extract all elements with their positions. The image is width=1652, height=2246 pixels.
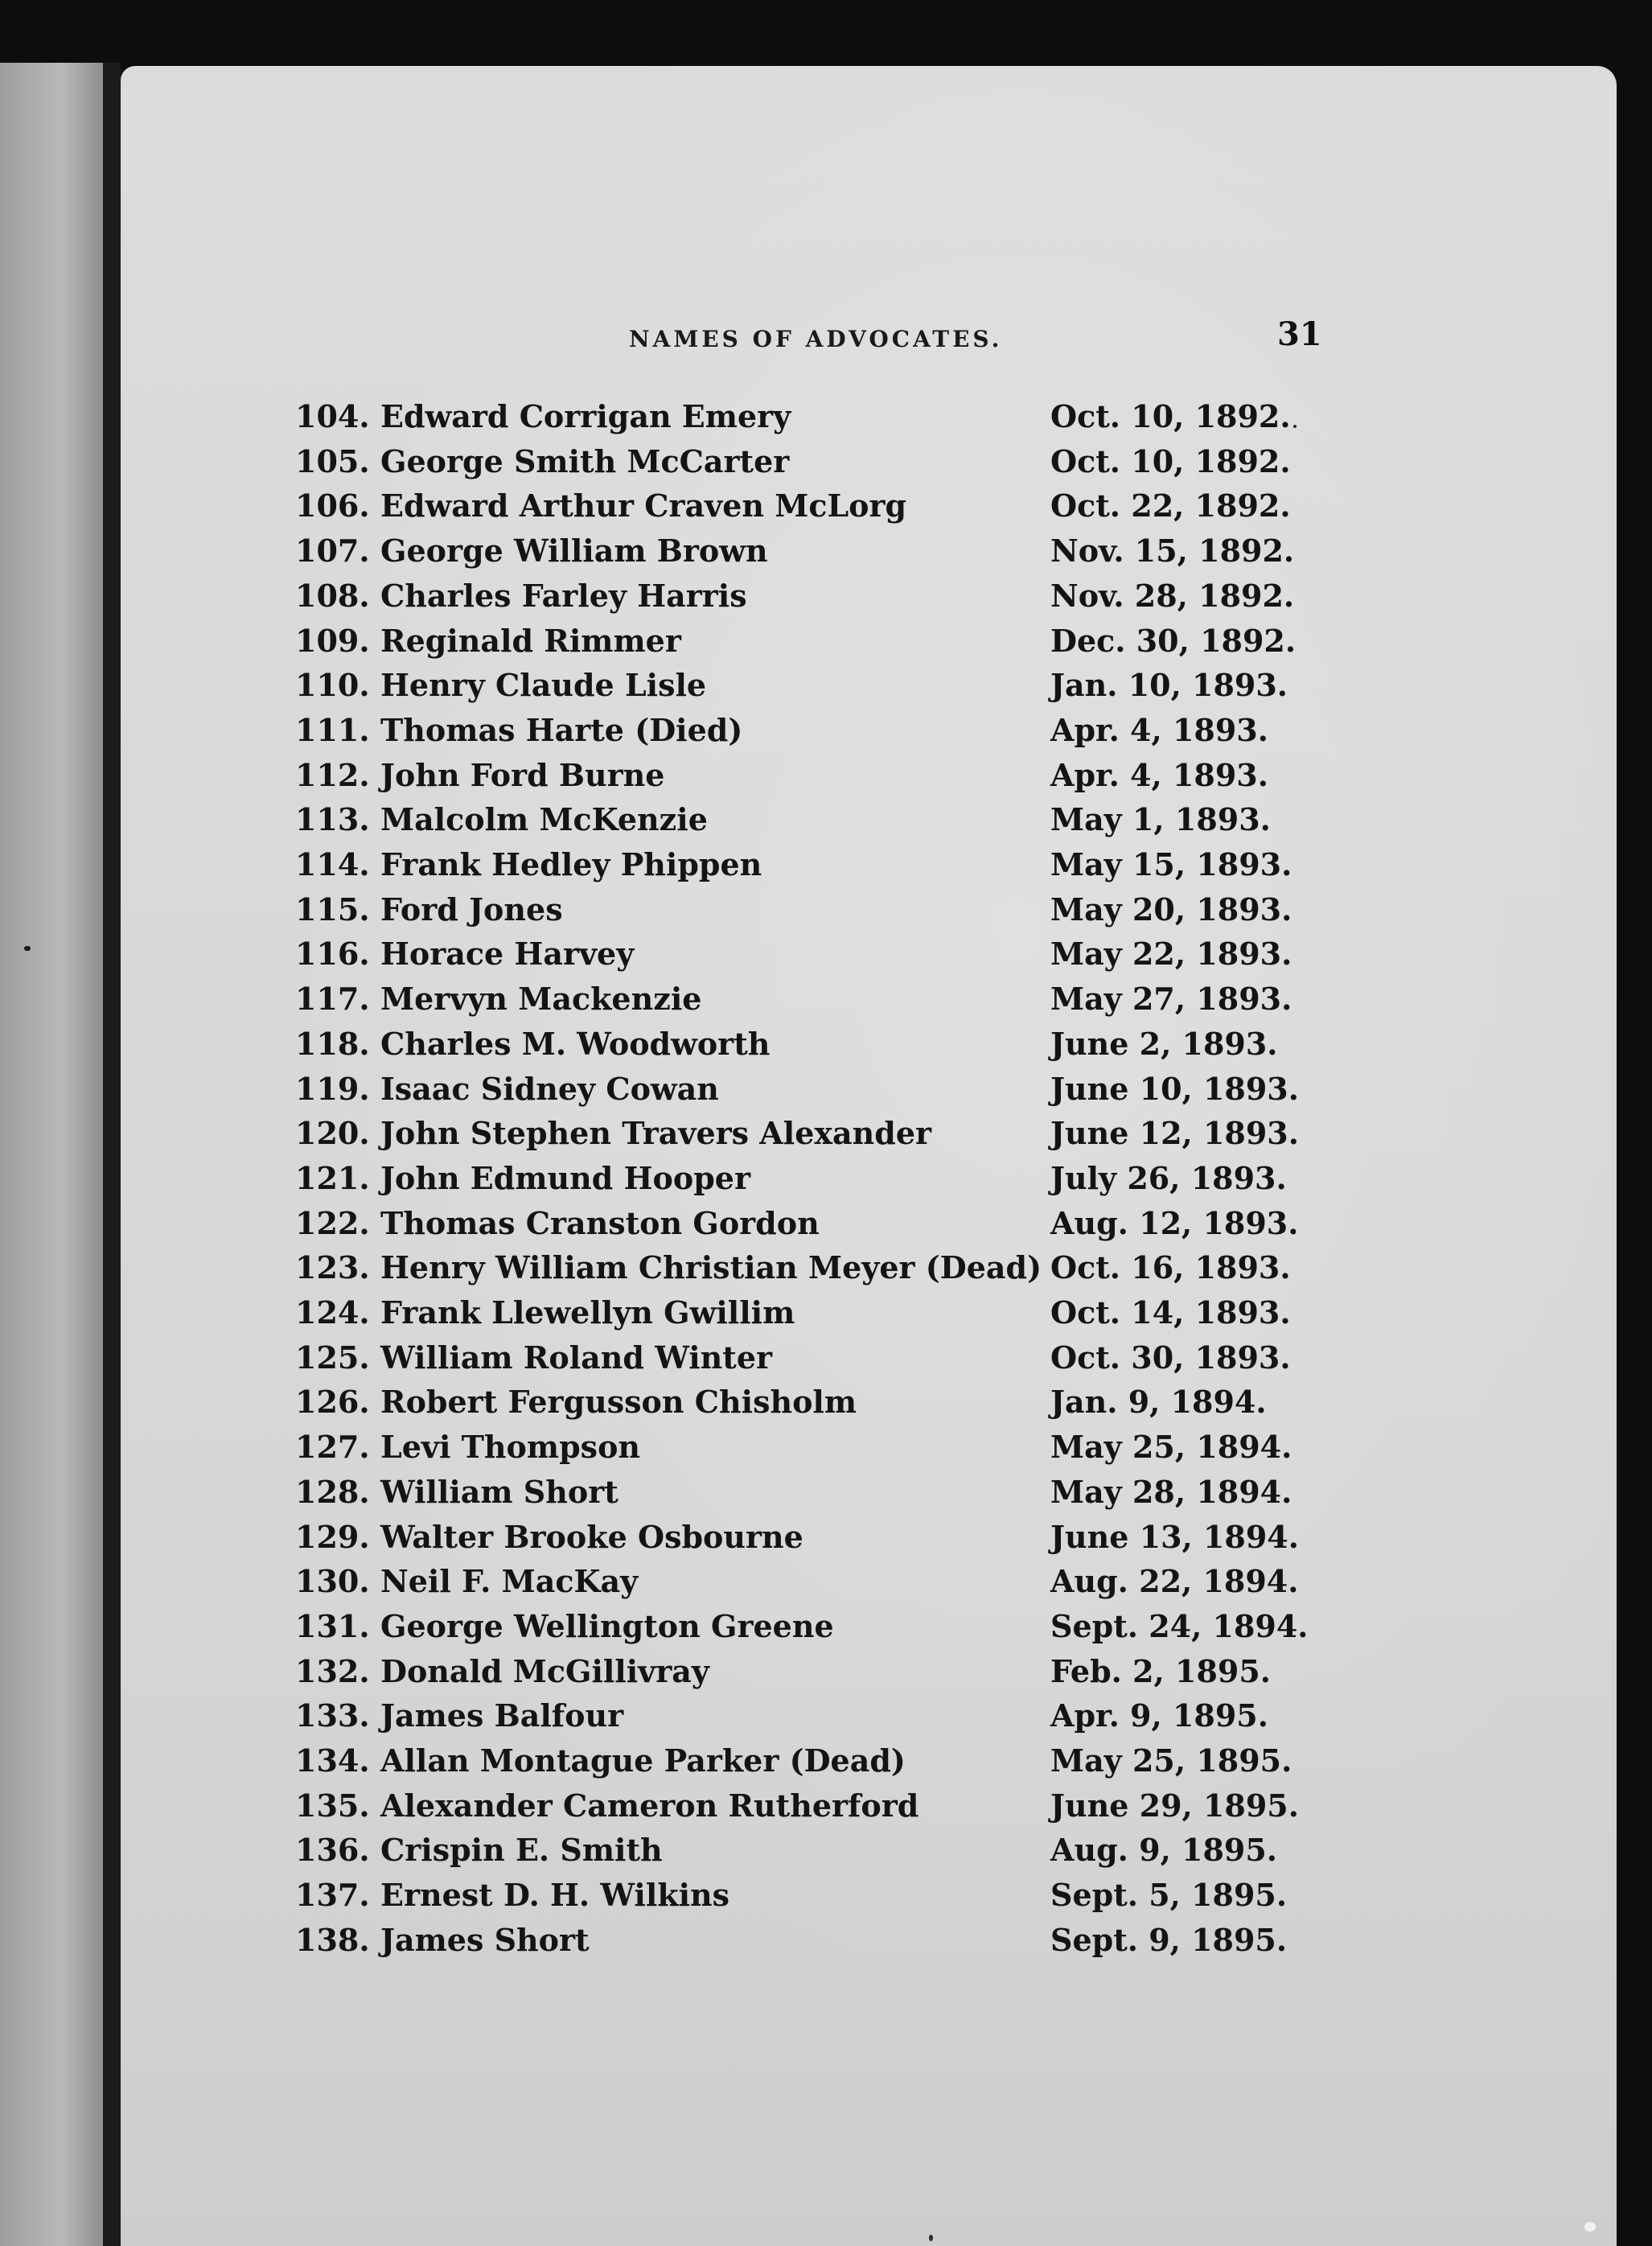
entry-number: 108. — [295, 577, 370, 614]
entry-number: 113. — [295, 801, 370, 838]
admission-date: Dec. 30, 1892. — [1050, 622, 1297, 659]
admission-date: May 15, 1893. — [1050, 846, 1292, 882]
list-item — [121, 439, 1617, 484]
admission-date: Oct. 30, 1893. — [1050, 1339, 1291, 1376]
book-gutter — [103, 63, 121, 2246]
entry-number: 105. — [295, 442, 370, 479]
entry-number: 126. — [295, 1384, 370, 1421]
list-item — [121, 1380, 1617, 1425]
entry-number: 135. — [295, 1787, 370, 1824]
list-item — [121, 574, 1617, 619]
list-item — [121, 887, 1617, 932]
advocate-name: Allan Montague Parker (Dead) — [380, 1742, 906, 1779]
advocate-name: George Wellington Greene — [380, 1607, 834, 1644]
list-item — [121, 1559, 1617, 1604]
admission-date: Oct. 10, 1892. — [1050, 398, 1291, 434]
list-item — [121, 1873, 1617, 1918]
list-item — [121, 1604, 1617, 1649]
entry-number: 120. — [295, 1115, 370, 1152]
entry-number: 124. — [295, 1294, 370, 1331]
admission-date: Sept. 24, 1894. — [1050, 1607, 1309, 1644]
entry-number: 115. — [295, 891, 370, 928]
list-item — [121, 753, 1617, 798]
advocate-name: Mervyn Mackenzie — [380, 981, 702, 1018]
ink-speck — [1293, 425, 1297, 428]
advocate-name: William Short — [380, 1473, 618, 1510]
advocate-name: Charles Farley Harris — [380, 577, 747, 614]
advocate-name: Crispin E. Smith — [380, 1832, 663, 1869]
advocate-name: James Balfour — [380, 1697, 624, 1734]
admission-date: July 26, 1893. — [1050, 1159, 1287, 1196]
page-number: 31 — [1277, 315, 1322, 353]
list-item — [121, 483, 1617, 529]
admission-date: May 22, 1893. — [1050, 936, 1292, 973]
advocate-name: Ernest D. H. Wilkins — [380, 1877, 730, 1914]
advocate-name: John Stephen Travers Alexander — [380, 1115, 932, 1152]
entry-number: 107. — [295, 533, 370, 570]
list-item — [121, 1918, 1617, 1963]
admission-date: Oct. 22, 1892. — [1050, 487, 1291, 524]
page-header-title: NAMES OF ADVOCATES. — [629, 326, 1003, 352]
entry-number: 111. — [295, 711, 370, 748]
entry-number: 137. — [295, 1877, 370, 1914]
admission-date: Apr. 4, 1893. — [1050, 756, 1268, 793]
entry-number: 127. — [295, 1429, 370, 1466]
advocate-name: George William Brown — [380, 533, 768, 570]
entry-number: 123. — [295, 1249, 370, 1286]
admission-date: June 10, 1893. — [1050, 1070, 1299, 1107]
advocate-name: Neil F. MacKay — [380, 1563, 639, 1600]
advocate-name: John Ford Burne — [380, 756, 665, 793]
advocate-name: Robert Fergusson Chisholm — [380, 1384, 857, 1421]
entry-number: 117. — [295, 981, 370, 1018]
entry-number: 109. — [295, 622, 370, 659]
entry-number: 116. — [295, 936, 370, 973]
entry-number: 129. — [295, 1518, 370, 1555]
admission-date: Oct. 10, 1892. — [1050, 442, 1291, 479]
advocate-name: Walter Brooke Osbourne — [380, 1518, 803, 1555]
advocate-name: Frank Llewellyn Gwillim — [380, 1294, 795, 1331]
list-item — [121, 1111, 1617, 1156]
entry-number: 133. — [295, 1697, 370, 1734]
advocate-name: Reginald Rimmer — [380, 622, 681, 659]
admission-date: June 29, 1895. — [1050, 1787, 1299, 1824]
admission-date: Nov. 28, 1892. — [1050, 577, 1295, 614]
list-item — [121, 1245, 1617, 1290]
ink-speck — [24, 946, 31, 951]
advocate-name: Edward Corrigan Emery — [380, 398, 791, 434]
entry-number: 118. — [295, 1025, 370, 1062]
advocate-name: George Smith McCarter — [380, 442, 790, 479]
book-page — [121, 66, 1617, 2246]
entry-number: 122. — [295, 1204, 370, 1241]
admission-date: May 25, 1895. — [1050, 1742, 1292, 1779]
entry-number: 114. — [295, 846, 370, 882]
entry-number: 138. — [295, 1921, 370, 1958]
list-item — [121, 1022, 1617, 1067]
admission-date: Sept. 5, 1895. — [1050, 1877, 1288, 1914]
admission-date: Sept. 9, 1895. — [1050, 1921, 1288, 1958]
advocate-name: Levi Thompson — [380, 1429, 641, 1466]
advocate-name: Ford Jones — [380, 891, 563, 928]
entry-number: 125. — [295, 1339, 370, 1376]
admission-date: June 13, 1894. — [1050, 1518, 1299, 1555]
ink-speck — [929, 2235, 933, 2241]
list-item — [121, 529, 1617, 574]
entry-number: 121. — [295, 1159, 370, 1196]
list-item — [121, 1693, 1617, 1738]
advocate-name: Horace Harvey — [380, 936, 635, 973]
list-item — [121, 1649, 1617, 1694]
admission-date: Apr. 9, 1895. — [1050, 1697, 1268, 1734]
admission-date: Jan. 9, 1894. — [1050, 1384, 1267, 1421]
list-item — [121, 1425, 1617, 1470]
advocate-name: Alexander Cameron Rutherford — [380, 1787, 919, 1824]
list-item — [121, 932, 1617, 977]
list-item — [121, 1738, 1617, 1783]
advocate-name: John Edmund Hooper — [380, 1159, 750, 1196]
entry-number: 119. — [295, 1070, 370, 1107]
advocate-name: Frank Hedley Phippen — [380, 846, 762, 882]
admission-date: May 25, 1894. — [1050, 1429, 1292, 1466]
admission-date: Apr. 4, 1893. — [1050, 711, 1268, 748]
list-item — [121, 1067, 1617, 1112]
entry-number: 131. — [295, 1607, 370, 1644]
admission-date: Aug. 22, 1894. — [1050, 1563, 1299, 1600]
left-page-edge — [0, 63, 103, 2246]
admission-date: Aug. 9, 1895. — [1050, 1832, 1278, 1869]
list-item — [121, 1201, 1617, 1246]
advocate-name: Henry William Christian Meyer (Dead) — [380, 1249, 1042, 1286]
admission-date: May 1, 1893. — [1050, 801, 1271, 838]
list-item — [121, 842, 1617, 887]
admission-date: June 2, 1893. — [1050, 1025, 1278, 1062]
ink-speck — [1584, 2222, 1596, 2232]
entry-number: 132. — [295, 1652, 370, 1689]
entry-number: 134. — [295, 1742, 370, 1779]
admission-date: Aug. 12, 1893. — [1050, 1204, 1299, 1241]
list-item — [121, 1515, 1617, 1560]
list-item — [121, 1290, 1617, 1335]
list-item — [121, 394, 1617, 439]
list-item — [121, 1783, 1617, 1828]
admission-date: Jan. 10, 1893. — [1050, 667, 1288, 704]
advocate-name: Donald McGillivray — [380, 1652, 709, 1689]
entry-number: 112. — [295, 756, 370, 793]
advocate-name: Thomas Cranston Gordon — [380, 1204, 820, 1241]
admission-date: Feb. 2, 1895. — [1050, 1652, 1271, 1689]
entry-number: 128. — [295, 1473, 370, 1510]
admission-date: May 27, 1893. — [1050, 981, 1292, 1018]
list-item — [121, 1156, 1617, 1201]
list-item — [121, 1470, 1617, 1515]
admission-date: June 12, 1893. — [1050, 1115, 1299, 1152]
admission-date: Nov. 15, 1892. — [1050, 533, 1295, 570]
advocate-name: Malcolm McKenzie — [380, 801, 708, 838]
advocate-name: Isaac Sidney Cowan — [380, 1070, 719, 1107]
list-item — [121, 619, 1617, 664]
list-item — [121, 1335, 1617, 1380]
entry-number: 130. — [295, 1563, 370, 1600]
advocate-name: James Short — [380, 1921, 590, 1958]
list-item — [121, 1828, 1617, 1873]
admission-date: Oct. 16, 1893. — [1050, 1249, 1291, 1286]
list-item — [121, 797, 1617, 842]
list-item — [121, 708, 1617, 753]
advocate-name: Edward Arthur Craven McLorg — [380, 487, 907, 524]
list-item — [121, 977, 1617, 1022]
entry-number: 136. — [295, 1832, 370, 1869]
entry-number: 104. — [295, 398, 370, 434]
entry-number: 106. — [295, 487, 370, 524]
advocate-name: Thomas Harte (Died) — [380, 711, 743, 748]
admission-date: May 28, 1894. — [1050, 1473, 1292, 1510]
advocate-name: Charles M. Woodworth — [380, 1025, 771, 1062]
admission-date: Oct. 14, 1893. — [1050, 1294, 1291, 1331]
entry-number: 110. — [295, 667, 370, 704]
admission-date: May 20, 1893. — [1050, 891, 1292, 928]
list-item — [121, 663, 1617, 708]
advocate-name: Henry Claude Lisle — [380, 667, 707, 704]
advocate-name: William Roland Winter — [380, 1339, 773, 1376]
